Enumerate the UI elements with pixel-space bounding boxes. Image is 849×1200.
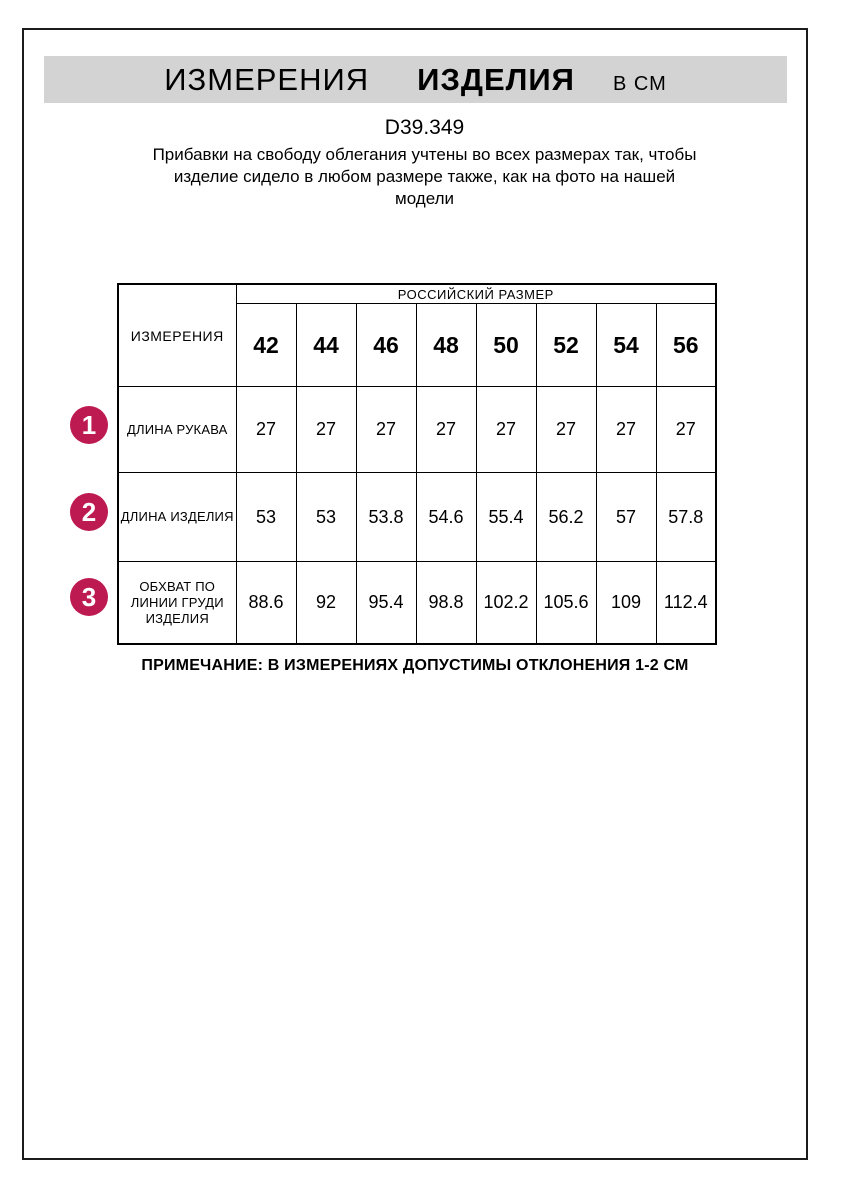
cell-value: 95.4: [356, 562, 416, 645]
size-table: [117, 283, 717, 645]
cell-value: 27: [296, 387, 356, 473]
intro-line-3: модели: [395, 189, 454, 208]
table-group-header-row: [118, 284, 716, 304]
table-group-header: РОССИЙСКИЙ РАЗМЕР: [236, 284, 716, 304]
row-number-badge-2: 2: [70, 493, 108, 531]
cell-value: 92: [296, 562, 356, 645]
cell-value: 98.8: [416, 562, 476, 645]
title-word-product: ИЗДЕЛИЯ: [417, 62, 575, 97]
size-header: 46: [356, 304, 416, 387]
article-code: D39.349: [384, 116, 465, 139]
row-label-sleeve-length: ДЛИНА РУКАВА: [118, 387, 236, 473]
cell-value: 27: [476, 387, 536, 473]
title-word-measurements: ИЗМЕРЕНИЯ: [164, 62, 370, 97]
size-header: 50: [476, 304, 536, 387]
title-units: В СМ: [612, 73, 667, 95]
cell-value: 53: [236, 473, 296, 562]
cell-value: 27: [236, 387, 296, 473]
cell-value: 27: [416, 387, 476, 473]
size-header: 42: [236, 304, 296, 387]
row-number-badge-3: 3: [70, 578, 108, 616]
intro-paragraph: [0, 144, 849, 210]
cell-value: 53: [296, 473, 356, 562]
table-row: [118, 473, 716, 562]
cell-value: 53.8: [356, 473, 416, 562]
cell-value: 105.6: [536, 562, 596, 645]
table-row: [118, 387, 716, 473]
cell-value: 27: [536, 387, 596, 473]
cell-value: 88.6: [236, 562, 296, 645]
title-bar: [44, 56, 787, 103]
cell-value: 112.4: [656, 562, 716, 645]
intro-line-2: изделие сидело в любом размере также, как на фото на нашей: [173, 167, 676, 186]
cell-value: 55.4: [476, 473, 536, 562]
cell-value: 109: [596, 562, 656, 645]
row-label-chest-girth: ОБХВАТ ПО ЛИНИИ ГРУДИ ИЗДЕЛИЯ: [118, 562, 236, 645]
size-header: 52: [536, 304, 596, 387]
cell-value: 54.6: [416, 473, 476, 562]
size-header: 54: [596, 304, 656, 387]
cell-value: 27: [596, 387, 656, 473]
cell-value: 57.8: [656, 473, 716, 562]
cell-value: 27: [656, 387, 716, 473]
row-number-badge-1: 1: [70, 406, 108, 444]
cell-value: 57: [596, 473, 656, 562]
table-row: [118, 562, 716, 645]
cell-value: 27: [356, 387, 416, 473]
cell-value: 56.2: [536, 473, 596, 562]
size-header: 48: [416, 304, 476, 387]
table-corner-header: ИЗМЕРЕНИЯ: [118, 284, 236, 387]
intro-line-1: Прибавки на свободу облегания учтены во всех размерах так, чтобы: [152, 145, 697, 164]
note-text: ПРИМЕЧАНИЕ: В ИЗМЕРЕНИЯХ ДОПУСТИМЫ ОТКЛОНЕНИЯ 1-2 СМ: [141, 657, 689, 674]
cell-value: 102.2: [476, 562, 536, 645]
row-label-product-length: ДЛИНА ИЗДЕЛИЯ: [118, 473, 236, 562]
size-header: 56: [656, 304, 716, 387]
size-header: 44: [296, 304, 356, 387]
